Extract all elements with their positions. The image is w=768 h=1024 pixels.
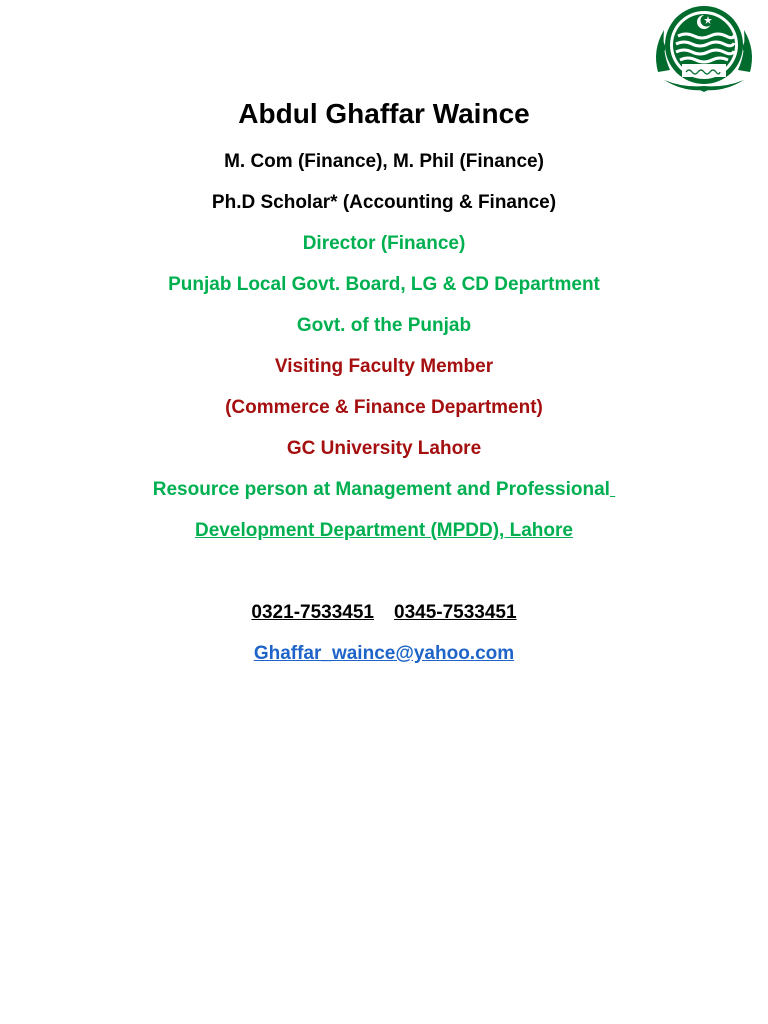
trailing-underline [610, 479, 615, 500]
government-line: Govt. of the Punjab [296, 315, 472, 336]
email-link[interactable]: Ghaffar_waince@yahoo.com [253, 643, 515, 664]
university-line: GC University Lahore [286, 438, 482, 459]
position-line: Director (Finance) [302, 233, 466, 254]
faculty-department-line: (Commerce & Finance Department) [225, 397, 543, 418]
punjab-government-logo [648, 2, 760, 96]
faculty-role-line: Visiting Faculty Member [274, 356, 494, 377]
resource-person-line-1 [0, 478, 768, 502]
scholar-line: Ph.D Scholar* (Accounting & Finance) [211, 192, 557, 213]
person-name: Abdul Ghaffar Waince [238, 98, 530, 129]
resource-person-text-1: Resource person at Management and Professional [152, 479, 610, 500]
degrees-line: M. Com (Finance), M. Phil (Finance) [224, 151, 544, 172]
phone-numbers-line [0, 601, 768, 625]
phone-number-1: 0321-7533451 [251, 602, 374, 623]
email-line [0, 642, 768, 666]
phone-number-2: 0345-7533451 [394, 602, 517, 623]
resource-person-line-2: Development Department (MPDD), Lahore [195, 520, 573, 541]
board-line: Punjab Local Govt. Board, LG & CD Department [168, 274, 600, 295]
emblem-inscription [682, 64, 726, 77]
